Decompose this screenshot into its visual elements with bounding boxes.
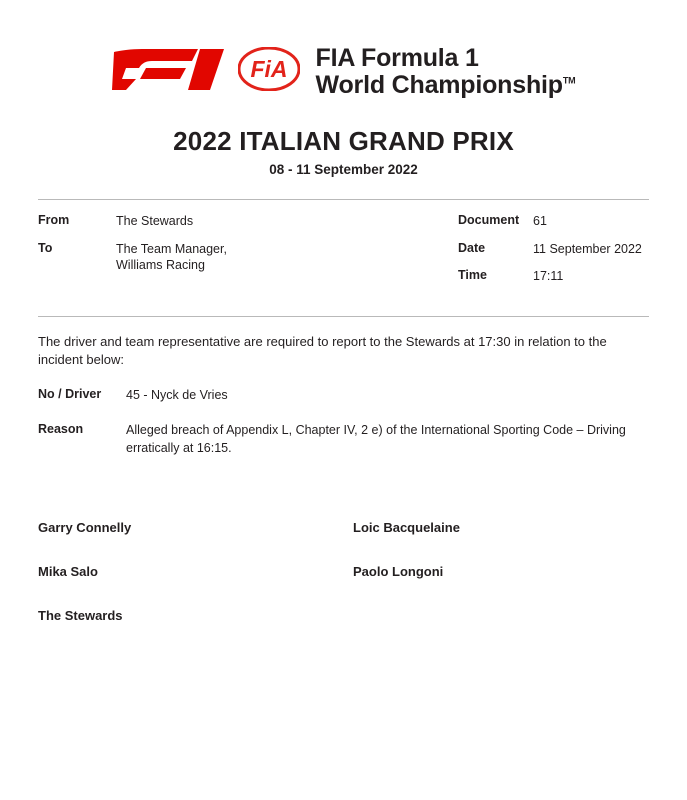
to-value — [116, 241, 227, 274]
meta-block — [38, 200, 649, 302]
steward-name: Garry Connelly — [38, 520, 132, 536]
document-value: 61 — [533, 214, 547, 228]
meta-row-to — [38, 241, 458, 274]
signature-right — [353, 563, 443, 581]
page-title: 2022 ITALIAN GRAND PRIX — [173, 126, 514, 156]
meta-left-column — [38, 213, 458, 296]
time-value: 17:11 — [533, 269, 564, 283]
signature-left — [38, 563, 353, 581]
field-row-driver — [38, 387, 649, 405]
championship-wordmark — [316, 45, 576, 99]
signature-row — [38, 607, 649, 625]
signature-row — [38, 519, 649, 537]
fia-logo-icon — [238, 47, 300, 96]
signature-row — [38, 563, 649, 581]
championship-line-1: FIA Formula 1 — [315, 43, 479, 72]
divider-middle — [38, 316, 649, 317]
date-value: 11 September 2022 — [533, 241, 642, 256]
signatures-block — [38, 519, 649, 625]
time-label: Time — [458, 268, 487, 282]
steward-name: Loic Bacquelaine — [353, 520, 460, 536]
to-label: To — [38, 240, 53, 255]
meta-row-time — [458, 268, 649, 285]
to-value-line-1: The Team Manager, — [116, 241, 227, 256]
reason-label: Reason — [38, 421, 84, 436]
signature-left — [38, 607, 353, 625]
steward-name: Mika Salo — [38, 564, 98, 580]
field-row-reason — [38, 422, 649, 458]
f1-logo-icon — [112, 46, 224, 97]
intro-paragraph: The driver and team representative are required to report to the Stewards at 17:30 in relation to the incident below: — [38, 333, 607, 368]
date-label: Date — [458, 240, 486, 255]
meta-row-from — [38, 213, 458, 230]
from-value: The Stewards — [116, 214, 194, 228]
meta-right-column — [458, 213, 649, 296]
document-label: Document — [458, 213, 520, 227]
svg-text:FiA: FiA — [250, 56, 288, 82]
from-label: From — [38, 213, 70, 227]
steward-name: Paolo Longoni — [353, 564, 444, 580]
championship-line-2: World Championship™ — [315, 70, 576, 99]
meta-row-date — [458, 241, 649, 258]
signature-right — [353, 519, 460, 537]
to-value-line-2: Williams Racing — [116, 258, 205, 272]
driver-value: 45 - Nyck de Vries — [126, 388, 228, 403]
stewards-title: The Stewards — [38, 608, 123, 624]
event-dates: 08 - 11 September 2022 — [269, 162, 418, 177]
signature-left — [38, 519, 353, 537]
reason-value: Alleged breach of Appendix L, Chapter IV, 2 e) of the International Sporting Code – Driving erratically at 16:15. — [126, 422, 626, 455]
title-block — [38, 126, 649, 177]
meta-row-document — [458, 213, 649, 230]
trademark-mark: TM — [562, 75, 576, 86]
header-logos — [38, 0, 649, 99]
driver-label: No / Driver — [38, 387, 102, 402]
